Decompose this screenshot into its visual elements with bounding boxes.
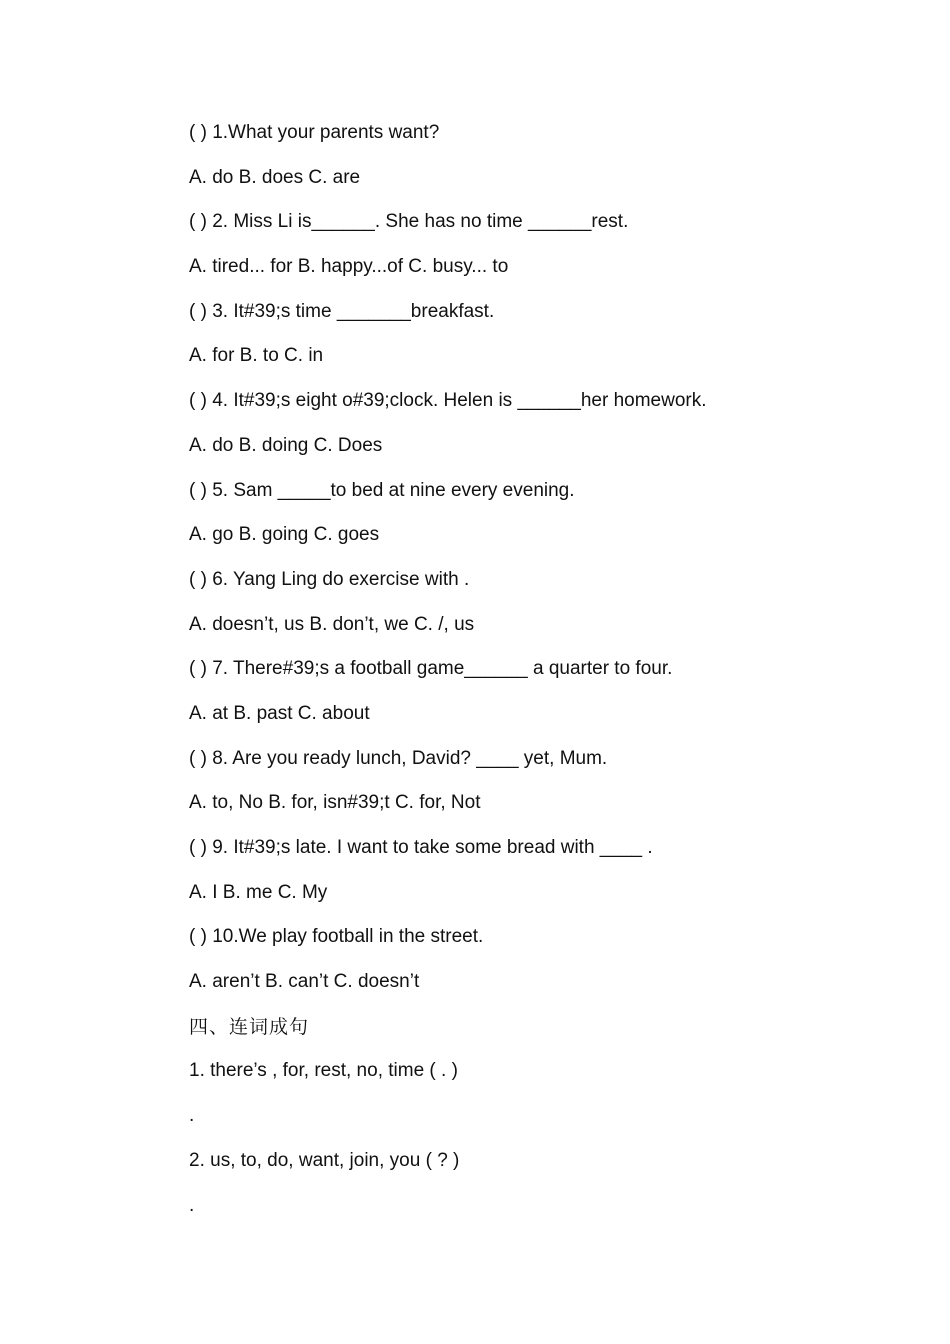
question-8-options: A. to, No B. for, isn#39;t C. for, Not [189,792,481,814]
question-5: ( ) 5. Sam _____to bed at nine every evening. [189,479,575,501]
question-9: ( ) 9. It#39;s late. I want to take some bread with ____ . [189,837,653,858]
question-2-options: A. tired... for B. happy...of C. busy... to [189,256,509,278]
document-body [189,116,889,1233]
question-8: ( ) 8. Are you ready lunch, David? ____ yet, Mum. [189,747,608,769]
question-7: ( ) 7. There#39;s a football game______ a quarter to four. [189,658,673,680]
question-10-options: A. aren’t B. can’t C. doesn’t [189,971,420,993]
question-3: ( ) 3. It#39;s time _______breakfast. [189,300,495,322]
answer-line-2: . [189,1194,195,1216]
question-1-options: A. do B. does C. are [189,166,361,188]
question-9-options: A. I B. me C. My [189,881,328,903]
question-2: ( ) 2. Miss Li is______. She has no time ______rest. [189,211,629,233]
question-4: ( ) 4. It#39;s eight o#39;clock. Helen is ______her homework. [189,390,707,412]
sentence-task-2: 2. us, to, do, want, join, you ( ? ) [189,1149,460,1171]
question-3-options: A. for B. to C. in [189,345,324,367]
answer-line-1: . [189,1105,195,1127]
section-heading: 四、连词成句 [189,1015,310,1038]
question-6-options: A. doesn’t, us B. don’t, we C. /, us [189,613,475,635]
question-1: ( ) 1.What your parents want? [189,122,440,143]
question-7-options: A. at B. past C. about [189,702,370,724]
question-6: ( ) 6. Yang Ling do exercise with . [189,568,470,590]
sentence-task-1: 1. there’s , for, rest, no, time ( . ) [189,1060,458,1082]
question-4-options: A. do B. doing C. Does [189,434,383,456]
question-5-options: A. go B. going C. goes [189,524,380,546]
question-10: ( ) 10.We play football in the street. [189,926,484,948]
